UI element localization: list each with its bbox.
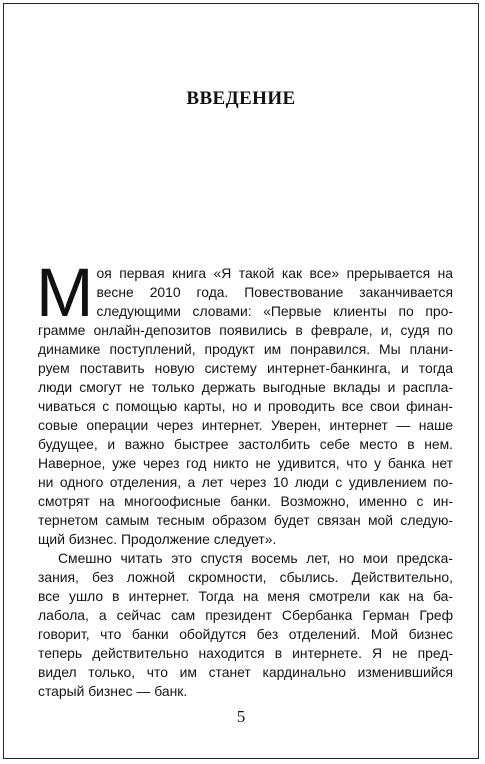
- text-line: старый бизнес — банк.: [38, 683, 188, 699]
- page-frame: [3, 3, 479, 759]
- text-line: будущее, и важно быстрее застолбить себе место в нем.: [38, 436, 453, 452]
- text-line: ни одного отделения, а лет через 10 люди с удивлением по-: [38, 474, 453, 490]
- text-line: зания, без ложной скромности, сбылись. Действительно,: [38, 569, 453, 585]
- chapter-heading: ВВЕДЕНИЕ: [186, 88, 296, 109]
- paragraph-2: [38, 549, 453, 701]
- page-number: 5: [236, 707, 246, 726]
- text-line: люди смогут не только держать выгодные вклады и распла-: [38, 379, 453, 395]
- text-line: руем поставить новую систему интернет-банкинга, и тогда: [38, 360, 453, 376]
- text-line: теперь действительно находится в интернете. Я не пред-: [38, 645, 453, 661]
- text-line: Смешно читать это спустя восемь лет, но мои предска-: [58, 550, 453, 566]
- text-line: лабола, а сейчас сам президент Сбербанка Герман Греф: [38, 607, 453, 623]
- text-line: все ушло в интернет. Тогда на меня смотрели как на ба-: [38, 588, 453, 604]
- text-line: говорит, что банки обойдутся без отделений. Мой бизнес: [38, 626, 453, 642]
- text-line: чиваться с помощью карты, но и проводить все свои финан-: [38, 398, 453, 414]
- text-line: тернетом самым тесным образом будет связан мой следую-: [38, 512, 453, 528]
- text-line: Наверное, уже через год никто не удивится, что у банка нет: [38, 455, 453, 471]
- drop-cap: М: [36, 254, 94, 331]
- body-text: [36, 254, 453, 701]
- text-line: смотрят на многоофисные банки. Возможно, именно с ин-: [38, 493, 453, 509]
- text-line: динамике поступлений, продукт им понравился. Мы плани-: [38, 341, 453, 357]
- text-line: щий бизнес. Продолжение следует».: [38, 531, 277, 547]
- paragraph-1: [36, 254, 453, 549]
- text-line: видел только, что им станет кардинально изменившийся: [38, 664, 453, 680]
- text-line: совые операции через интернет. Уверен, интернет — наше: [38, 417, 453, 433]
- text-line: оя первая книга «Я такой как все» прерывается на: [96, 265, 453, 281]
- text-line: следующими словами: «Первые клиенты по про-: [96, 303, 453, 319]
- text-line: весне 2010 года. Повествование заканчивается: [96, 284, 453, 300]
- text-line: грамме онлайн-депозитов появились в феврале, и, судя по: [38, 322, 453, 338]
